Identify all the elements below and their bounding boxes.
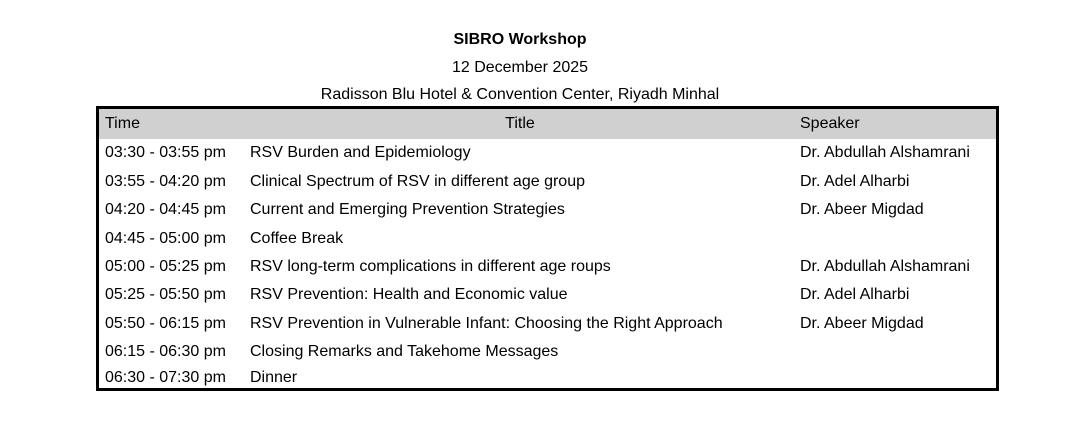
event-venue: Radisson Blu Hotel & Convention Center, Riyadh Minhal [320, 86, 720, 103]
row-title: Clinical Spectrum of RSV in different age group [250, 173, 585, 190]
table-row [99, 172, 996, 200]
row-title: Closing Remarks and Takehome Messages [250, 343, 559, 360]
row-speaker: Dr. Adel Alharbi [800, 286, 910, 303]
schedule-table [96, 106, 999, 391]
table-row [99, 314, 996, 342]
row-time: 04:20 - 04:45 pm [105, 201, 226, 218]
row-speaker: Dr. Abeer Migdad [800, 315, 924, 332]
row-title: Dinner [250, 369, 298, 386]
row-time: 03:30 - 03:55 pm [105, 144, 226, 161]
row-time: 05:25 - 05:50 pm [105, 286, 226, 303]
row-time: 04:45 - 05:00 pm [105, 230, 226, 247]
table-row [99, 257, 996, 285]
table-row [99, 200, 996, 228]
row-title: RSV Burden and Epidemiology [250, 144, 471, 161]
row-time: 05:00 - 05:25 pm [105, 258, 226, 275]
row-speaker: Dr. Abdullah Alshamrani [800, 258, 970, 275]
row-speaker: Dr. Abeer Migdad [800, 201, 924, 218]
table-row [99, 368, 996, 396]
document-title: SIBRO Workshop [453, 31, 587, 48]
row-title: RSV Prevention: Health and Economic value [250, 286, 568, 303]
row-title: Coffee Break [250, 230, 344, 247]
row-speaker: Dr. Abdullah Alshamrani [800, 144, 970, 161]
row-title: RSV long-term complications in different age roups [250, 258, 611, 275]
event-date: 12 December 2025 [451, 59, 589, 76]
row-title: Current and Emerging Prevention Strategies [250, 201, 565, 218]
table-row [99, 143, 996, 171]
table-header-row [99, 109, 996, 139]
column-header-speaker: Speaker [800, 115, 860, 132]
row-title: RSV Prevention in Vulnerable Infant: Choosing the Right Approach [250, 315, 723, 332]
column-header-title: Title [505, 115, 535, 132]
row-speaker: Dr. Adel Alharbi [800, 173, 910, 190]
row-time: 03:55 - 04:20 pm [105, 173, 226, 190]
table-row [99, 285, 996, 313]
row-time: 06:30 - 07:30 pm [105, 369, 226, 386]
row-time: 05:50 - 06:15 pm [105, 315, 226, 332]
table-row [99, 229, 996, 257]
column-header-time: Time [105, 115, 140, 132]
row-time: 06:15 - 06:30 pm [105, 343, 226, 360]
table-row [99, 342, 996, 370]
